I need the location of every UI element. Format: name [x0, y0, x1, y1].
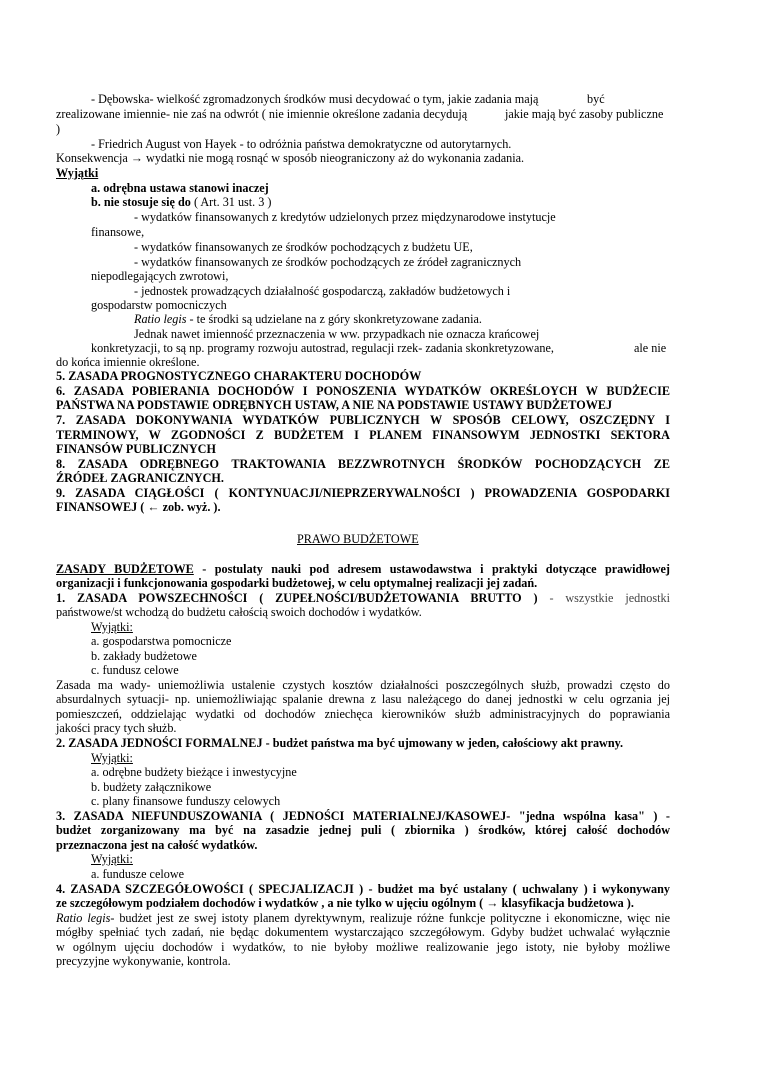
- zasada-2-exception: b. budżety załącznikowe: [91, 780, 212, 794]
- zasada-3-exception: a. fundusze celowe: [91, 867, 185, 881]
- konkretyzacja-line: konkretyzacji, to są np. programy rozwoju autostrad, regulacji rzek- zadania skonkretyzowane,: [91, 341, 554, 355]
- ratio-legis-2-line: mógłby spełniać tych zadań, nie będąc dokumentem wystarczająco szczegółowym. Gdyby budżet uchwalać wyłącznie: [56, 925, 670, 939]
- konkretyzacja-end: ale nie: [634, 341, 667, 355]
- ratio-legis-2-last: precyzyjne wykonywanie, kontrola.: [56, 954, 231, 968]
- zasada-3-c: przeznaczona jest na całość wydatków.: [56, 838, 258, 852]
- konkretyzacja-line-2: do końca imiennie określone.: [56, 355, 200, 369]
- principle-6: 6. ZASADA POBIERANIA DOCHODÓW I PONOSZENIA WYDATKÓW OKREŚLOYCH W BUDŻECIE: [56, 384, 670, 398]
- principle-7c: FINANSÓW PUBLICZNYCH: [56, 442, 216, 456]
- konsekwencja-line: Konsekwencja → wydatki nie mogą rosnąć w sposób nieograniczony aż do wykonania zadania.: [56, 151, 525, 165]
- debowska-line: - Dębowska- wielkość zgromadzonych środków musi decydować o tym, jakie zadania mają: [91, 92, 539, 106]
- exception-item-2: - wydatków finansowanych ze środków pochodzących z budżetu UE,: [134, 240, 473, 254]
- zasada-2: 2. ZASADA JEDNOŚCI FORMALNEJ - budżet państwa ma być ujmowany w jeden, całościowy akt prawny.: [56, 736, 624, 750]
- exception-item-4b: gospodarstw pomocniczych: [91, 298, 227, 312]
- zasada-3: 3. ZASADA NIEFUNDUSZOWANIA ( JEDNOŚCI MATERIALNEJ/KASOWEJ- "jedna wspólna kasa" ) -: [56, 809, 670, 823]
- principle-8: 8. ZASADA ODRĘBNEGO TRAKTOWANIA BEZZWROTNYCH ŚRODKÓW POCHODZĄCYCH ZE: [56, 457, 670, 471]
- exception-a: a. odrębna ustawa stanowi inaczej: [91, 181, 269, 195]
- zasada-2-exception: c. plany finansowe funduszy celowych: [91, 794, 281, 808]
- wady-line: pomieszczeń, oddzielając wydatki od dochodów zniechęca kierowników służb administracyjnych do poprawiania: [56, 707, 670, 721]
- section-title: PRAWO BUDŻETOWE: [297, 532, 419, 546]
- principle-5: 5. ZASADA PROGNOSTYCZNEGO CHARAKTERU DOCHODÓW: [56, 369, 422, 383]
- zasada-1-exception: a. gospodarstwa pomocnicze: [91, 634, 232, 648]
- exception-item-3: - wydatków finansowanych ze środków pochodzących ze źródeł zagranicznych: [134, 255, 522, 269]
- zasady-intro: ZASADY BUDŻETOWE - postulaty nauki pod adresem ustawodawstwa i praktyki dotyczące prawidłowej: [56, 562, 670, 576]
- exception-item-3b: niepodlegających zwrotowi,: [91, 269, 229, 283]
- debowska-line-2: zrealizowane imiennie- nie zaś na odwrót ( nie imiennie określone zadania decydują: [56, 107, 468, 121]
- zasada-3-exceptions-heading: Wyjątki:: [91, 852, 133, 866]
- wady-last-line: jakości pracy tych służb.: [56, 721, 177, 735]
- exception-item-1: - wydatków finansowanych z kredytów udzielonych przez międzynarodowe instytucje: [134, 210, 556, 224]
- zasada-1-exceptions-heading: Wyjątki:: [91, 620, 133, 634]
- ratio-legis-line: Ratio legis - te środki są udzielane na z góry skonkretyzowane zadania.: [134, 312, 482, 326]
- principle-8b: ŹRÓDEŁ ZAGRANICZNYCH.: [56, 471, 224, 485]
- zasada-1-b: państwowe/st wchodzą do budżetu całością swoich dochodów i wydatków.: [56, 605, 422, 619]
- zasada-4-b: ze szczegółowym podziałem dochodów i wydatków , a nie tylko w ujęciu ogólnym ( → klasyfikacja budżetowa ).: [56, 896, 634, 910]
- exception-b: b. nie stosuje się do ( Art. 31 ust. 3 ): [91, 195, 272, 209]
- debowska-line-2b: jakie mają być zasoby publiczne: [505, 107, 664, 121]
- zasada-3-b: budżet zorganizowany ma być na zasadzie jednej puli ( zbiornika ) środków, której całość dochodów: [56, 823, 670, 837]
- wady-line: absurdalnych sytuacji- np. uniemożliwiając spalanie drewna z lasu należącego do danej jednostki w celu ogrzania jej: [56, 692, 670, 706]
- wady-line: Zasada ma wady- uniemożliwia ustalenie czystych kosztów działalności poszczególnych służb, prowadzi często do: [56, 678, 670, 692]
- exception-item-1b: finansowe,: [91, 225, 145, 239]
- ratio-legis-2-line: w ogólnym ujęciu dochodów i wydatków, to nie byłoby możliwe realizowanie jego istoty, nie byłoby możliwe: [56, 940, 670, 954]
- zasada-1: 1. ZASADA POWSZECHNOŚCI ( ZUPEŁNOŚCI/BUDŻETOWANIA BRUTTO ) - wszystkie jednostki: [56, 591, 671, 605]
- exceptions-heading: Wyjątki: [56, 166, 99, 180]
- zasada-4: 4. ZASADA SZCZEGÓŁOWOŚCI ( SPECJALIZACJI ) - budżet ma być ustalany ( uchwalany ) i wykonywany: [56, 882, 670, 896]
- jednak-line: Jednak nawet imienność przeznaczenia w ww. przypadkach nie oznacza krańcowej: [134, 327, 540, 341]
- zasada-1-exception: c. fundusz celowe: [91, 663, 179, 677]
- hayek-line: - Friedrich August von Hayek - to odróżnia państwa demokratyczne od autorytarnych.: [91, 137, 512, 151]
- principle-9: 9. ZASADA CIĄGŁOŚCI ( KONTYNUACJI/NIEPRZERYWALNOŚCI ) PROWADZENIA GOSPODARKI: [56, 486, 670, 500]
- zasady-intro-2: organizacji i funkcjonowania gospodarki budżetowej, w celu optymalnej realizacji jej zadań.: [56, 576, 538, 590]
- principle-9b: FINANSOWEJ ( ← zob. wyż. ).: [56, 500, 221, 514]
- zasada-2-exception: a. odrębne budżety bieżące i inwestycyjne: [91, 765, 297, 779]
- principle-6b: PAŃSTWA NA PODSTAWIE ODRĘBNYCH USTAW, A NIE NA PODSTAWIE USTAWY BUDŻETOWEJ: [56, 398, 613, 412]
- zasada-2-exceptions-heading: Wyjątki:: [91, 751, 133, 765]
- debowska-line-3: ): [56, 122, 61, 136]
- principle-7b: TERMINOWY, W ZGODNOŚCI Z BUDŻETEM I PLANEM FINANSOWYM JEDNOSTKI SEKTORA: [56, 428, 670, 442]
- debowska-word: być: [587, 92, 605, 106]
- principle-7: 7. ZASADA DOKONYWANIA WYDATKÓW PUBLICZNYCH W SPOSÓB CELOWY, OSZCZĘDNY I: [56, 413, 670, 427]
- exception-item-4: - jednostek prowadzących działalność gospodarczą, zakładów budżetowych i: [134, 284, 511, 298]
- zasada-1-exception: b. zakłady budżetowe: [91, 649, 197, 663]
- ratio-legis-2: Ratio legis- budżet jest ze swej istoty planem dyrektywnym, realizuje różne funkcje polityczne i ekonomiczne, więc nie: [56, 911, 670, 925]
